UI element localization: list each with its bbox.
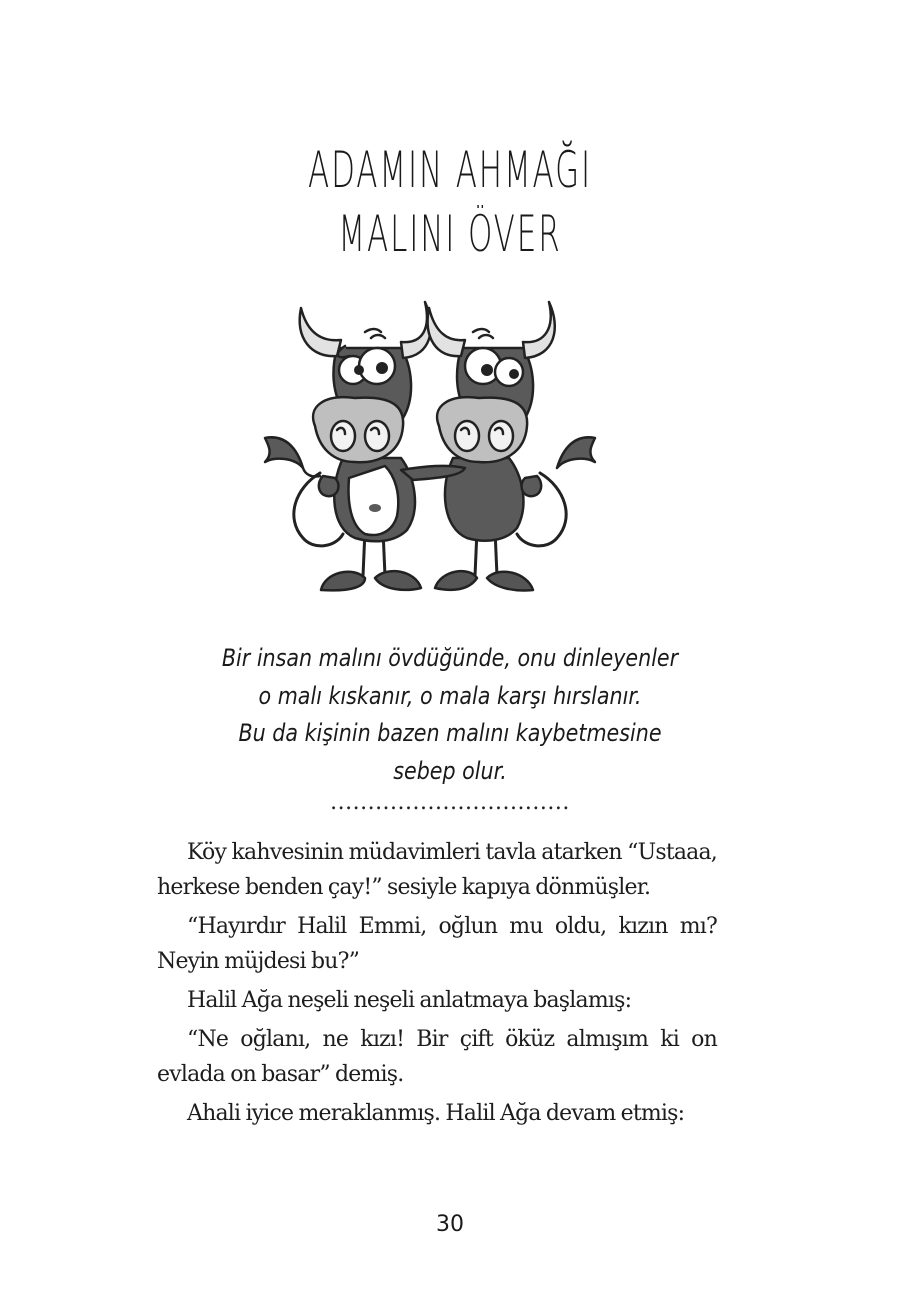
story-paragraph: Halil Ağa neşeli neşeli anlatmaya başlamış: (187, 988, 632, 1013)
story-paragraph: Ahali iyice meraklanmış. Halil Ağa devam etmiş: (187, 1101, 685, 1126)
intro-line: sebep olur. (393, 756, 507, 785)
intro-line: o malı kıskanır, o mala karşı hırslanır. (258, 681, 642, 710)
story-paragraph: “Ne oğlanı, ne kızı! Bir çift öküz almışım ki on evlada on basar” demiş. (157, 1027, 717, 1087)
two-oxen-illustration (225, 298, 635, 608)
dotted-separator: ................................ (330, 790, 570, 815)
chapter-title-line-1: ADAMIN AHMAĞI (308, 141, 592, 199)
story-body (157, 835, 717, 1135)
page-number: 30 (436, 1212, 464, 1237)
intro-moral-text (0, 640, 900, 790)
chapter-title (171, 138, 729, 266)
intro-line: Bir insan malını övdüğünde, onu dinleyenler (221, 644, 679, 672)
two-cartoon-oxen-icon (225, 298, 635, 608)
intro-line: Bu da kişinin bazen malını kaybetmesine (238, 719, 662, 747)
story-paragraph: Köy kahvesinin müdavimleri tavla atarken “Ustaaa, herkese benden çay!” sesiyle kapıya dönmüşler. (157, 840, 717, 900)
chapter-title-line-2: MALINI ÖVER (338, 205, 562, 263)
story-paragraph: “Hayırdır Halil Emmi, oğlun mu oldu, kızın mı? Neyin müjdesi bu?” (157, 914, 717, 974)
